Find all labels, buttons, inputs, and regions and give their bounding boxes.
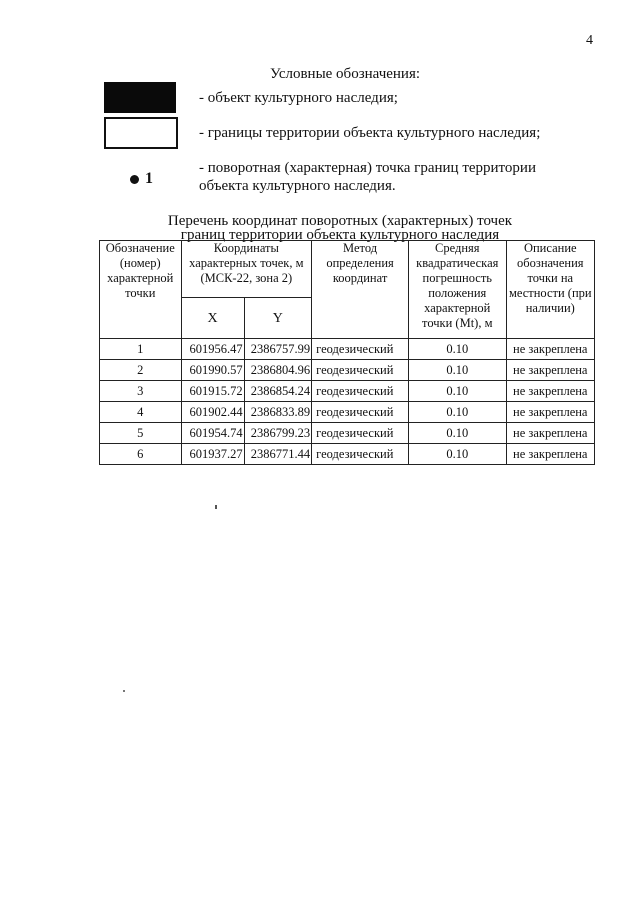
table-row bbox=[100, 402, 595, 423]
cell-method: геодезический bbox=[312, 360, 409, 381]
header-x: X bbox=[181, 298, 244, 339]
table-row bbox=[100, 381, 595, 402]
cell-number: 5 bbox=[100, 423, 182, 444]
cell-error: 0.10 bbox=[408, 423, 506, 444]
header-method: Метод определения координат bbox=[312, 241, 409, 339]
legend-title: Условные обозначения: bbox=[270, 66, 421, 82]
legend-item-heritage-object: - объект культурного наследия; bbox=[199, 90, 398, 106]
turning-point-symbol bbox=[130, 170, 153, 188]
header-designation: Обозначение (номер) характерной точки bbox=[100, 241, 182, 339]
header-coordinates: Координаты характерных точек, м (МСК-22, зона 2) bbox=[181, 241, 312, 298]
cell-y: 2386771.44 bbox=[244, 444, 312, 465]
cell-description: не закреплена bbox=[506, 423, 594, 444]
cell-number: 3 bbox=[100, 381, 182, 402]
cell-number: 2 bbox=[100, 360, 182, 381]
cell-description: не закреплена bbox=[506, 339, 594, 360]
cell-error: 0.10 bbox=[408, 360, 506, 381]
table-row bbox=[100, 423, 595, 444]
cell-description: не закреплена bbox=[506, 402, 594, 423]
cell-method: геодезический bbox=[312, 444, 409, 465]
legend-item-territory-boundary: - границы территории объекта культурного наследия; bbox=[199, 125, 541, 141]
cell-error: 0.10 bbox=[408, 402, 506, 423]
legend-item-turning-point: - поворотная (характерная) точка границ территории объекта культурного наследия. bbox=[199, 160, 536, 194]
cell-method: геодезический bbox=[312, 339, 409, 360]
cell-method: геодезический bbox=[312, 423, 409, 444]
cell-y: 2386804.96 bbox=[244, 360, 312, 381]
table-row bbox=[100, 360, 595, 381]
header-y: Y bbox=[244, 298, 312, 339]
table-title-line-1: Перечень координат поворотных (характерных) точек bbox=[167, 213, 513, 229]
cultural-heritage-object-symbol bbox=[104, 82, 176, 113]
cell-method: геодезический bbox=[312, 402, 409, 423]
header-description: Описание обозначения точки на местности (при наличии) bbox=[506, 241, 594, 339]
table-row bbox=[100, 444, 595, 465]
cell-x: 601956.47 bbox=[181, 339, 244, 360]
cell-description: не закреплена bbox=[506, 381, 594, 402]
cell-number: 4 bbox=[100, 402, 182, 423]
cell-x: 601990.57 bbox=[181, 360, 244, 381]
page-number: 4 bbox=[586, 33, 593, 48]
scan-mark bbox=[123, 690, 125, 692]
territory-boundary-symbol bbox=[104, 117, 178, 149]
table-title bbox=[150, 214, 530, 242]
cell-x: 601937.27 bbox=[181, 444, 244, 465]
cell-x: 601915.72 bbox=[181, 381, 244, 402]
cell-y: 2386757.99 bbox=[244, 339, 312, 360]
table-row bbox=[100, 339, 595, 360]
cell-x: 601902.44 bbox=[181, 402, 244, 423]
coordinates-table bbox=[99, 240, 595, 465]
cell-error: 0.10 bbox=[408, 444, 506, 465]
cell-x: 601954.74 bbox=[181, 423, 244, 444]
cell-error: 0.10 bbox=[408, 381, 506, 402]
cell-method: геодезический bbox=[312, 381, 409, 402]
cell-number: 6 bbox=[100, 444, 182, 465]
point-dot-icon bbox=[130, 175, 139, 184]
cell-y: 2386854.24 bbox=[244, 381, 312, 402]
cell-description: не закреплена bbox=[506, 360, 594, 381]
scan-mark bbox=[215, 505, 217, 509]
table-title-line-2: границ территории объекта культурного наследия bbox=[180, 227, 500, 243]
header-error: Средняя квадратическая погрешность положения характерной точки (Mt), м bbox=[408, 241, 506, 339]
cell-error: 0.10 bbox=[408, 339, 506, 360]
cell-y: 2386799.23 bbox=[244, 423, 312, 444]
cell-number: 1 bbox=[100, 339, 182, 360]
cell-description: не закреплена bbox=[506, 444, 594, 465]
cell-y: 2386833.89 bbox=[244, 402, 312, 423]
point-marker-label: 1 bbox=[145, 170, 153, 187]
